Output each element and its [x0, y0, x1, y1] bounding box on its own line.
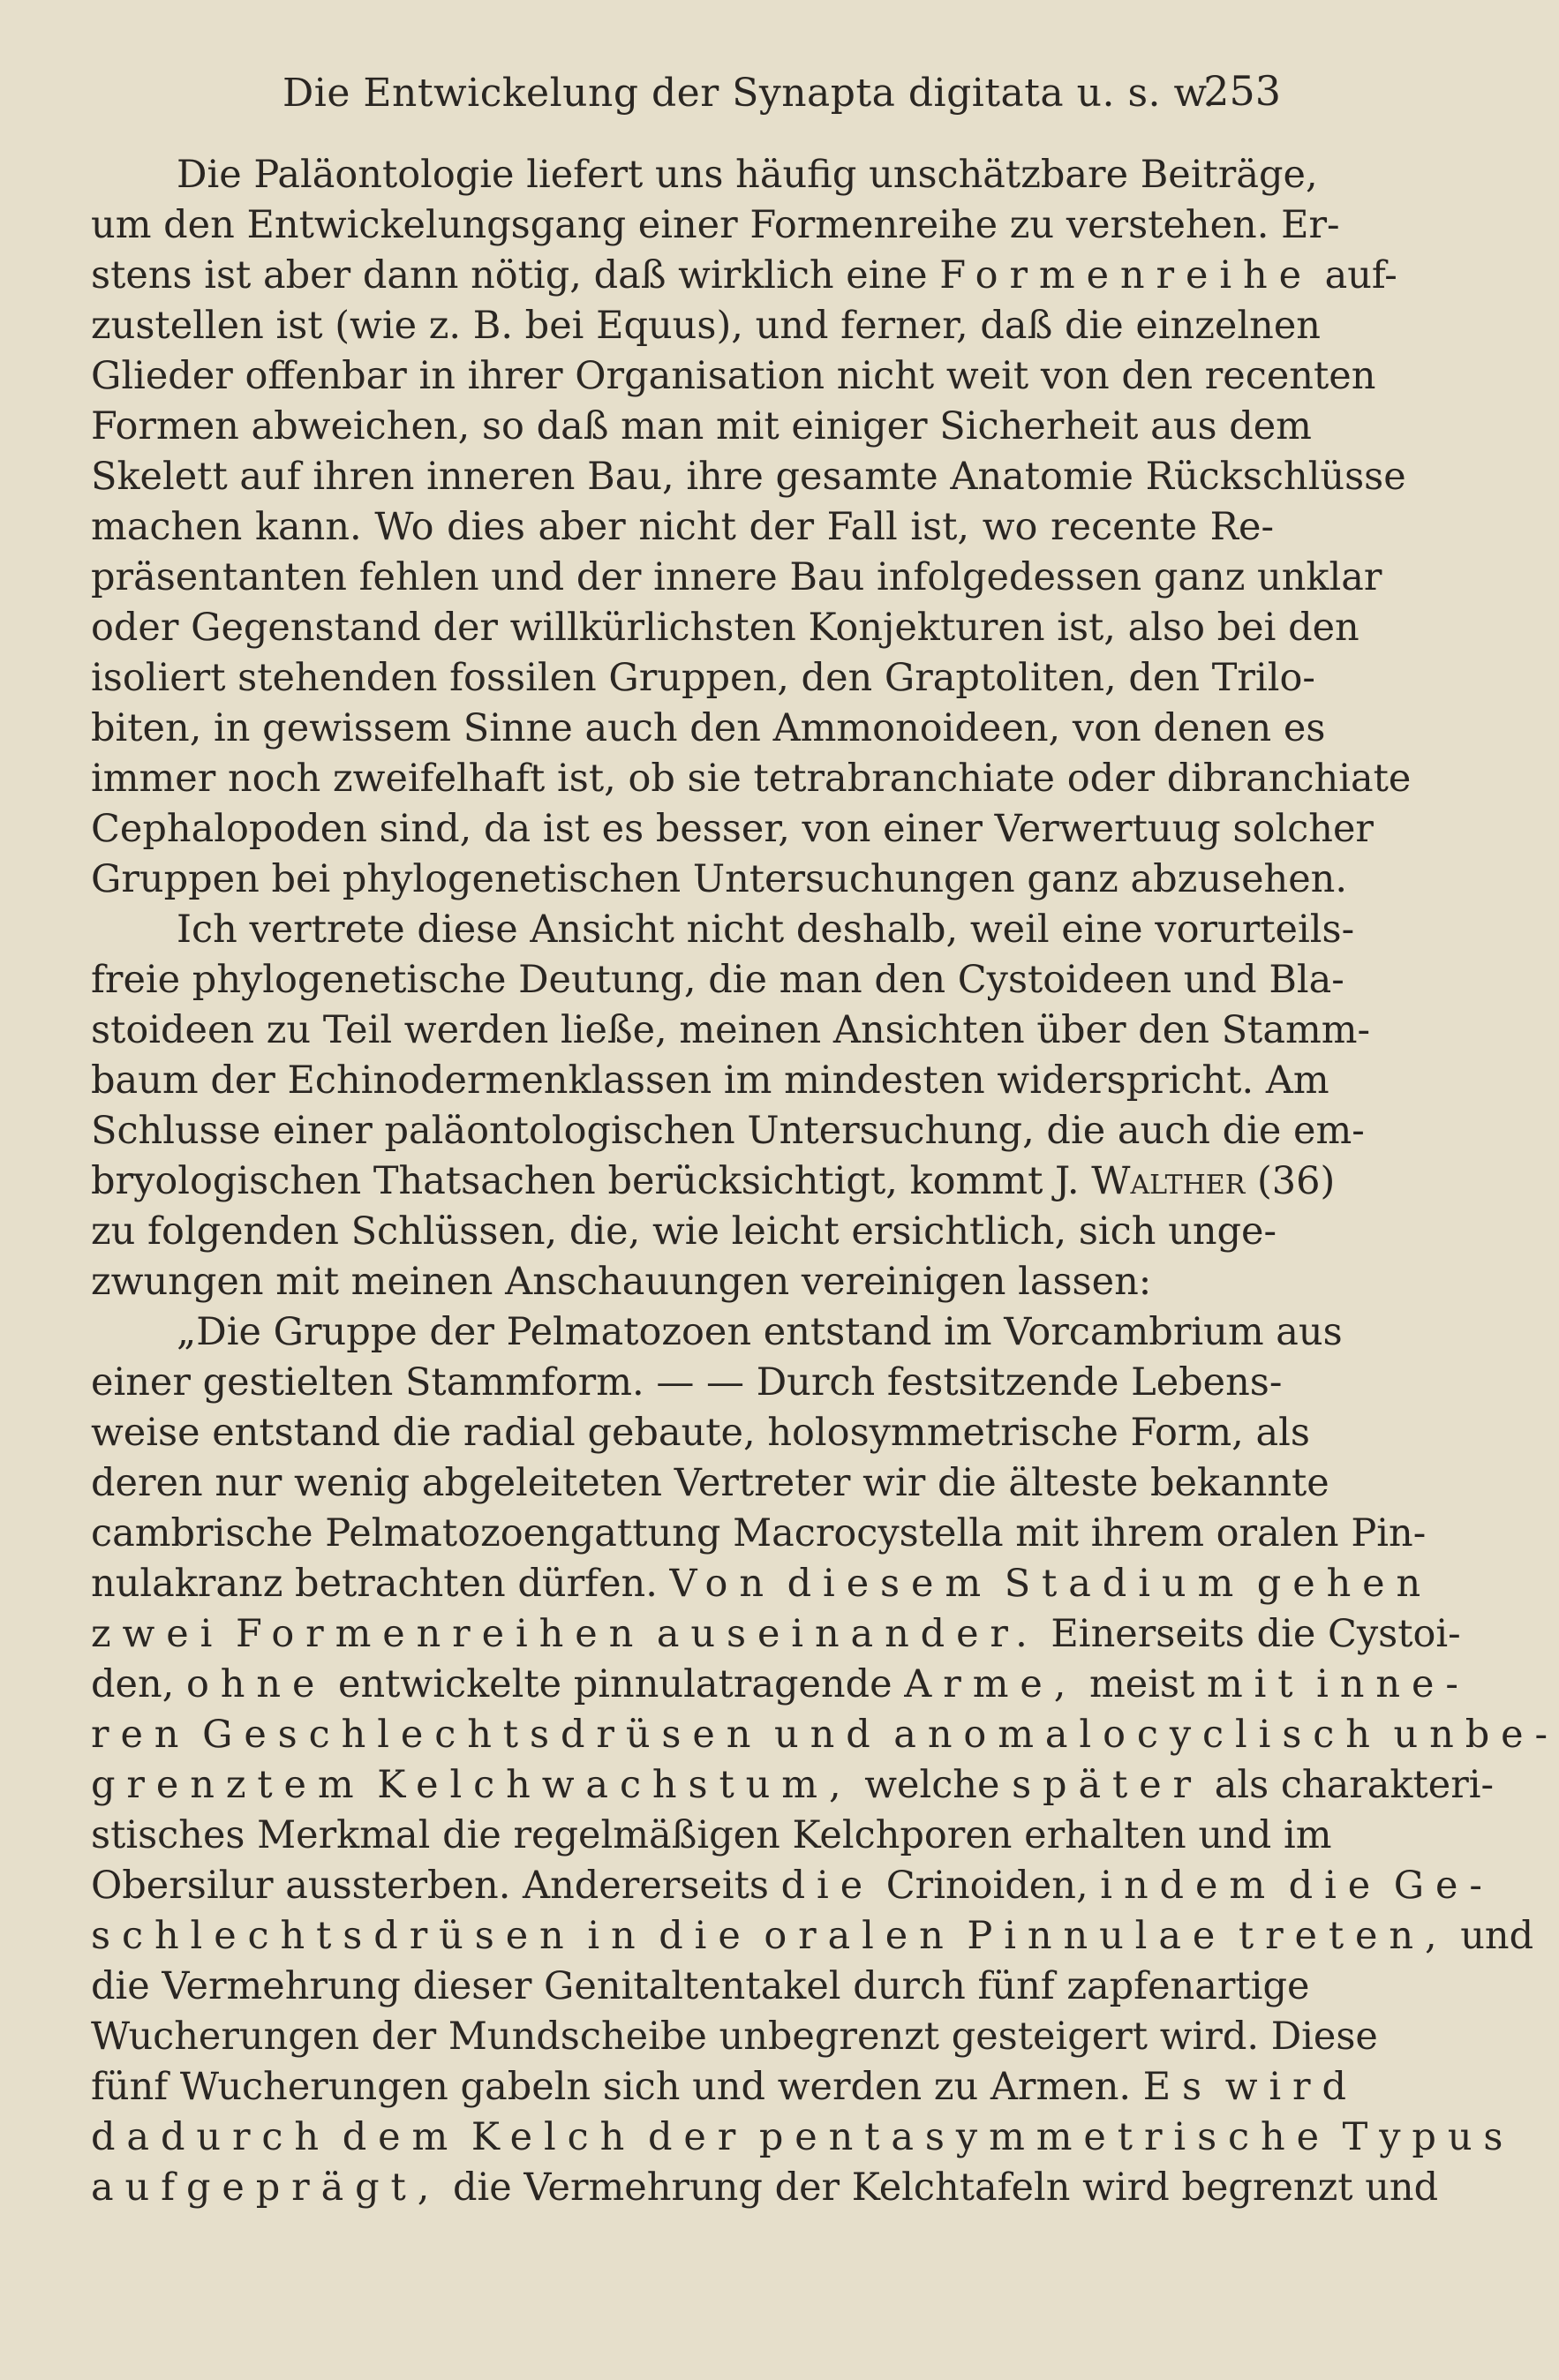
text-line: oder Gegenstand der willkürlichsten Konjekturen ist, also bei den [91, 606, 1359, 650]
text-line: stoideen zu Teil werden ließe, meinen Ansichten über den Stamm- [91, 1008, 1371, 1052]
text-line: machen kann. Wo dies aber nicht der Fall ist, wo recente Re- [91, 505, 1274, 549]
text-line: Cephalopoden sind, da ist es besser, von einer Verwertuug solcher [91, 807, 1374, 851]
text-line: deren nur wenig abgeleiteten Vertreter wir die älteste bekannte [91, 1461, 1329, 1505]
text-line: Die Paläontologie liefert uns häufig unschätzbare Beiträge, [177, 153, 1318, 197]
text-line: um den Entwickelungsgang einer Formenreihe zu verstehen. Er- [91, 203, 1340, 247]
running-title: Die Entwickelung der Synapta digitata u. s. w. [282, 71, 1216, 116]
text-line: Gruppen bei phylogenetischen Untersuchungen ganz abzusehen. [91, 857, 1348, 901]
text-line: ren Geschlechtsdrüsen und anomalocyclisch unbe- [91, 1713, 1559, 1757]
text-line: baum der Echinodermenklassen im mindesten widerspricht. Am [91, 1058, 1329, 1103]
text-line: die Vermehrung dieser Genitaltentakel durch fünf zapfenartige [91, 1964, 1310, 2008]
text-line: stisches Merkmal die regelmäßigen Kelchporen erhalten und im [91, 1813, 1332, 1857]
text-line: Ich vertrete diese Ansicht nicht deshalb, weil eine vorurteils- [177, 908, 1355, 952]
text-line: grenztem Kelchwachstum, welche später als charakteri- [91, 1763, 1495, 1807]
text-line: nulakranz betrachten dürfen. Von diesem Stadium gehen [91, 1562, 1433, 1606]
text-line: zwei Formenreihen auseinander. Einerseits die Cystoi- [91, 1612, 1461, 1656]
text-line: Schlusse einer paläontologischen Untersuchung, die auch die em- [91, 1109, 1365, 1153]
text-line: cambrische Pelmatozoengattung Macrocystella mit ihrem oralen Pin- [91, 1511, 1427, 1555]
text-line: Glieder offenbar in ihrer Organisation nicht weit von den recenten [91, 354, 1376, 398]
text-line: biten, in gewissem Sinne auch den Ammonoideen, von denen es [91, 706, 1326, 750]
text-line: freie phylogenetische Deutung, die man den Cystoideen und Bla- [91, 958, 1344, 1002]
running-head [282, 67, 1281, 132]
text-line: bryologischen Thatsachen berücksichtigt, kommt J. Walther (36) [91, 1159, 1336, 1203]
text-line: Skelett auf ihren inneren Bau, ihre gesamte Anatomie Rückschlüsse [91, 455, 1406, 499]
text-line: Obersilur aussterben. Andererseits die Crinoiden, indem die Ge- [91, 1864, 1494, 1908]
page-number: 253 [1203, 67, 1281, 115]
text-line: aufgeprägt, die Vermehrung der Kelchtafeln wird begrenzt und [91, 2165, 1439, 2210]
text-line: Wucherungen der Mundscheibe unbegrenzt gesteigert wird. Diese [91, 2015, 1378, 2059]
text-line: den, ohne entwickelte pinnulatragende Arme, meist mit inne- [91, 1662, 1470, 1706]
text-line: isoliert stehenden fossilen Gruppen, den Graptoliten, den Trilo- [91, 656, 1315, 700]
text-line: dadurch dem Kelch der pentasymmetrische Typus [91, 2115, 1515, 2159]
text-line: weise entstand die radial gebaute, holosymmetrische Form, als [91, 1411, 1310, 1455]
text-line: immer noch zweifelhaft ist, ob sie tetrabranchiate oder dibranchiate [91, 757, 1412, 801]
text-line: präsentanten fehlen und der innere Bau infolgedessen ganz unklar [91, 555, 1382, 599]
text-line: zustellen ist (wie z. B. bei Equus), und ferner, daß die einzelnen [91, 304, 1321, 348]
text-line: fünf Wucherungen gabeln sich und werden zu Armen. Es wird [91, 2065, 1358, 2109]
text-line: zu folgenden Schlüssen, die, wie leicht ersichtlich, sich unge- [91, 1209, 1277, 1254]
text-line: schlechtsdrüsen in die oralen Pinnulae treten, und [91, 1914, 1534, 1958]
body-text [91, 150, 1559, 2213]
text-line: Formen abweichen, so daß man mit einiger Sicherheit aus dem [91, 404, 1312, 448]
text-line: „Die Gruppe der Pelmatozoen entstand im Vorcambrium aus [177, 1310, 1343, 1354]
text-line: einer gestielten Stammform. — — Durch festsitzende Lebens- [91, 1360, 1283, 1405]
text-line: zwungen mit meinen Anschauungen vereinigen lassen: [91, 1260, 1152, 1304]
text-line: stens ist aber dann nötig, daß wirklich eine Formenreihe auf- [91, 253, 1397, 298]
